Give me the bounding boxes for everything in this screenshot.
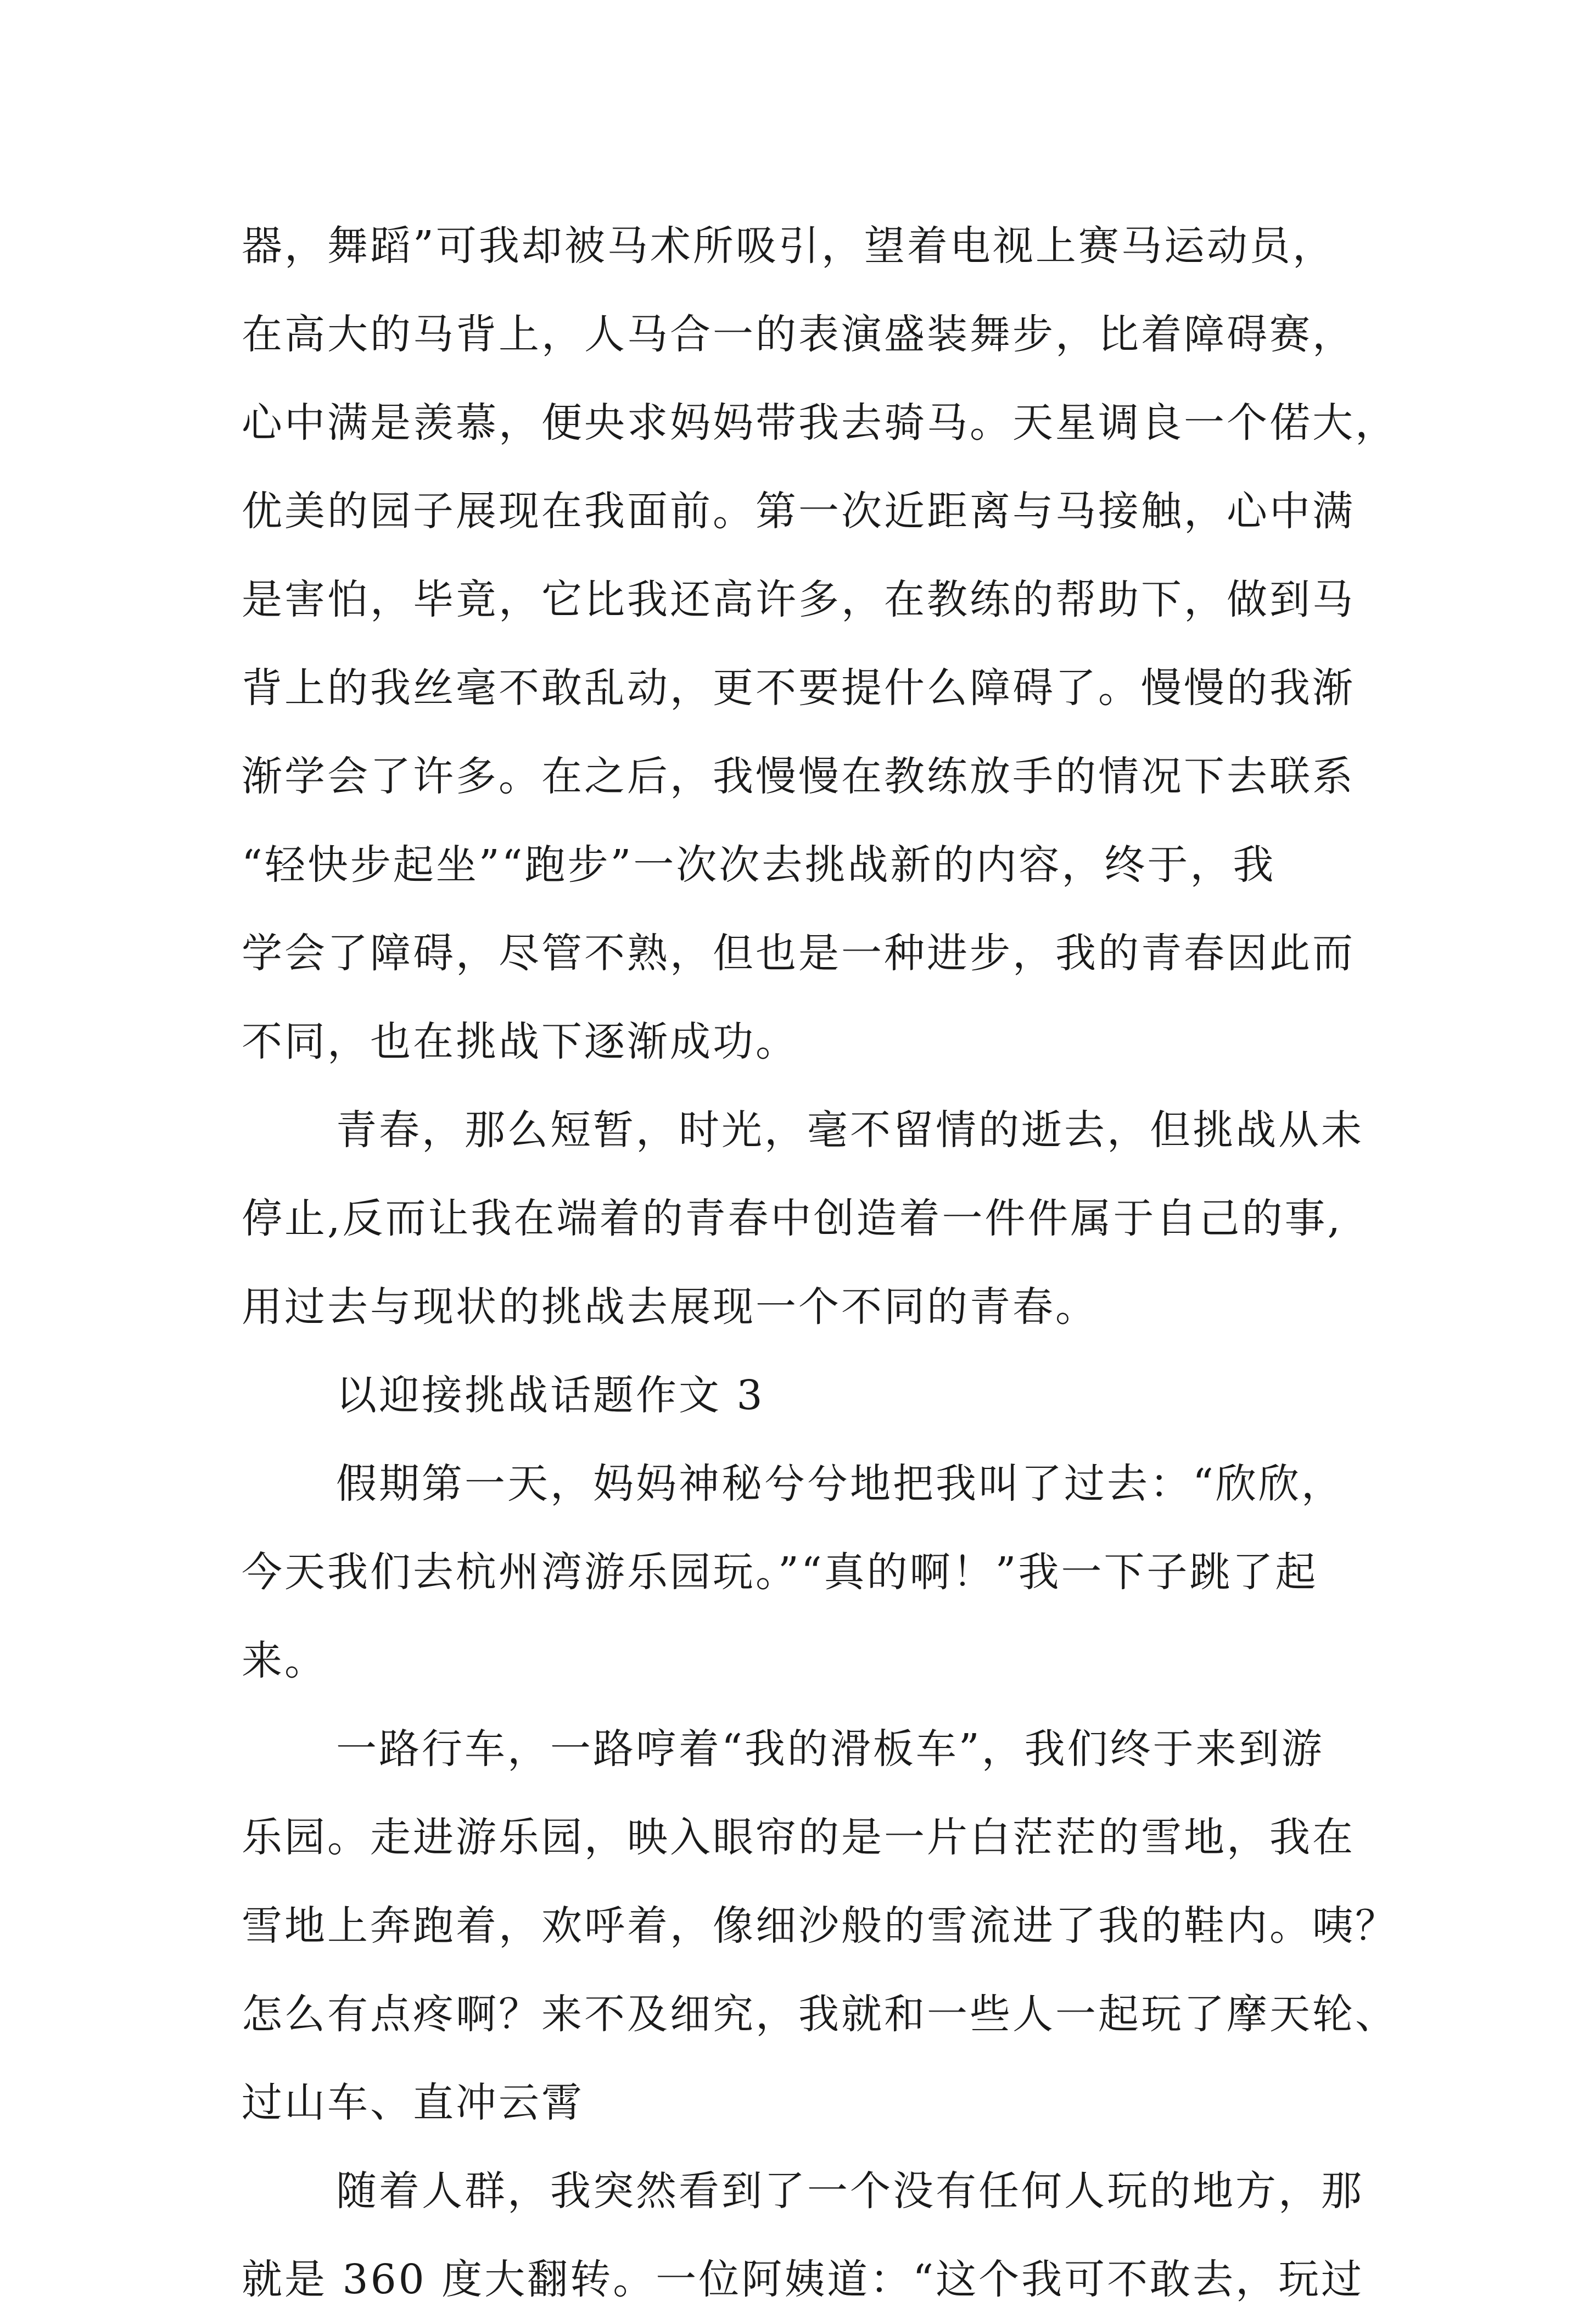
text-line: 来。 [242, 1637, 327, 1684]
text-line: 停止,反而让我在端着的青春中创造着一件件属于自己的事, [242, 1195, 1343, 1242]
text-line: 是害怕，毕竟，它比我还高许多，在教练的帮助下，做到马 [242, 576, 1355, 623]
text-line: “轻快步起坐”“跑步”一次次去挑战新的内容，终于，我 [242, 841, 1276, 889]
text-line: 不同，也在挑战下逐渐成功。 [242, 1018, 798, 1065]
text-line: 在高大的马背上，人马合一的表演盛装舞步，比着障碍赛， [242, 311, 1355, 358]
text-line: 优美的园子展现在我面前。第一次近距离与马接触，心中满 [242, 488, 1355, 535]
text-line: 今天我们去杭州湾游乐园玩。”“真的啊！”我一下子跳了起 [242, 1549, 1318, 1596]
text-line: 就是 360 度大翻转。一位阿姨道：“这个我可不敢去，玩过 [242, 2256, 1364, 2303]
paragraph-start-line: 一路行车，一路哼着“我的滑板车”，我们终于来到游 [336, 1725, 1324, 1773]
text-line: 心中满是羡慕，便央求妈妈带我去骑马。天星调良一个偌大， [242, 399, 1398, 446]
text-line: 学会了障碍，尽管不熟，但也是一种进步，我的青春因此而 [242, 930, 1355, 977]
text-line: 器，舞蹈”可我却被马术所吸引，望着电视上赛马运动员， [242, 222, 1335, 270]
text-line: 渐学会了许多。在之后，我慢慢在教练放手的情况下去联系 [242, 753, 1355, 800]
text-line: 用过去与现状的挑战去展现一个不同的青春。 [242, 1283, 1098, 1331]
text-line: 背上的我丝毫不敢乱动，更不要提什么障碍了。慢慢的我渐 [242, 664, 1355, 712]
text-line: 雪地上奔跑着，欢呼着，像细沙般的雪流进了我的鞋内。咦？ [242, 1902, 1398, 1949]
text-line: 过山车、直冲云霄 [242, 2079, 584, 2126]
article-body [242, 202, 1398, 2324]
paragraph-start-line: 青春，那么短暂，时光，毫不留情的逝去，但挑战从未 [336, 1107, 1364, 1154]
text-line: 乐园。走进游乐园，映入眼帘的是一片白茫茫的雪地，我在 [242, 1814, 1355, 1861]
paragraph-start-line: 随着人群，我突然看到了一个没有任何人玩的地方，那 [336, 2167, 1364, 2215]
paragraph-start-line: 假期第一天，妈妈神秘兮兮地把我叫了过去：“欣欣， [336, 1460, 1344, 1507]
text-line: 怎么有点疼啊？来不及细究，我就和一些人一起玩了摩天轮、 [242, 1991, 1398, 2038]
section-heading: 以迎接挑战话题作文 3 [336, 1372, 765, 1419]
